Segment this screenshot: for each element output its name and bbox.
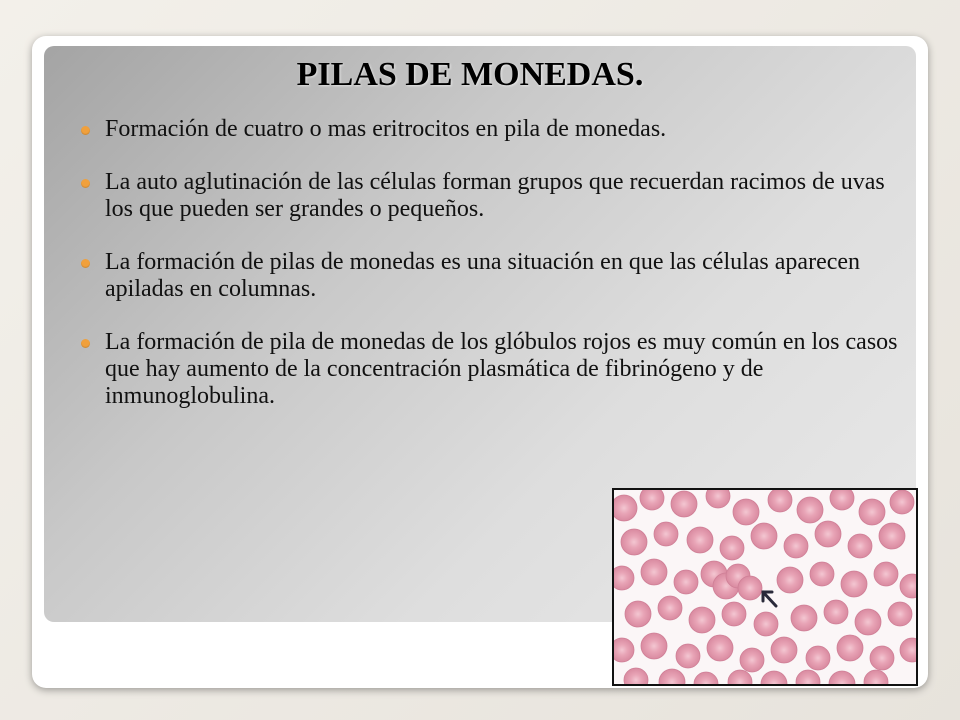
red-blood-cell <box>641 559 667 585</box>
red-blood-cell <box>874 562 898 586</box>
red-blood-cell <box>722 602 746 626</box>
red-blood-cell <box>855 609 881 635</box>
red-blood-cell <box>676 644 700 668</box>
red-blood-cell <box>621 529 647 555</box>
red-blood-cell <box>751 523 777 549</box>
red-blood-cell <box>738 576 762 600</box>
micrograph-svg <box>614 490 916 684</box>
red-blood-cell <box>837 635 863 661</box>
red-blood-cell <box>614 566 634 590</box>
bullet-list <box>78 116 914 436</box>
red-blood-cell <box>625 601 651 627</box>
red-blood-cell <box>824 600 848 624</box>
red-blood-cell <box>888 602 912 626</box>
bullet-dot-icon <box>81 259 90 268</box>
red-blood-cell <box>640 490 664 510</box>
bullet-dot-icon <box>81 339 90 348</box>
red-blood-cell <box>791 605 817 631</box>
red-blood-cell <box>848 534 872 558</box>
red-blood-cell <box>658 596 682 620</box>
red-blood-cell <box>777 567 803 593</box>
red-blood-cell <box>879 523 905 549</box>
red-blood-cell <box>841 571 867 597</box>
red-blood-cell <box>768 490 792 512</box>
bullet-item <box>78 169 914 223</box>
blood-smear-image <box>612 488 918 686</box>
red-blood-cell <box>671 491 697 517</box>
bullet-text: Formación de cuatro o mas eritrocitos en pila de monedas. <box>105 116 667 142</box>
red-blood-cell <box>771 637 797 663</box>
red-blood-cell <box>720 536 744 560</box>
bullet-item <box>78 116 914 143</box>
bullet-dot-icon <box>81 179 90 188</box>
red-blood-cell <box>641 633 667 659</box>
bullet-text: La formación de pilas de monedas es una situación en que las células aparecen apiladas en columnas. <box>105 249 861 302</box>
red-blood-cell <box>674 570 698 594</box>
red-blood-cell <box>815 521 841 547</box>
red-blood-cell <box>830 490 854 510</box>
red-blood-cell <box>687 527 713 553</box>
red-blood-cell <box>870 646 894 670</box>
red-blood-cell <box>784 534 808 558</box>
bullet-text: La formación de pila de monedas de los glóbulos rojos es muy común en los casos que hay aumento de la concentración plasmática de fibrinógeno y de inmunoglobulina. <box>105 329 898 409</box>
red-blood-cell <box>806 646 830 670</box>
red-blood-cell <box>614 638 634 662</box>
bullet-item <box>78 329 914 410</box>
bullet-dot-icon <box>81 126 90 135</box>
red-blood-cell <box>797 497 823 523</box>
red-blood-cell <box>654 522 678 546</box>
red-blood-cell <box>689 607 715 633</box>
red-blood-cell <box>754 612 778 636</box>
red-blood-cell <box>707 635 733 661</box>
red-blood-cell <box>740 648 764 672</box>
bullet-item <box>78 249 914 303</box>
slide-title: PILAS DE MONEDAS. <box>296 56 644 93</box>
red-blood-cell <box>614 495 637 521</box>
red-blood-cell <box>859 499 885 525</box>
red-blood-cell <box>890 490 914 514</box>
bullet-text: La auto aglutinación de las células forman grupos que recuerdan racimos de uvas los que pueden ser grandes o pequeños. <box>105 169 885 222</box>
red-blood-cell <box>733 499 759 525</box>
red-blood-cell <box>810 562 834 586</box>
